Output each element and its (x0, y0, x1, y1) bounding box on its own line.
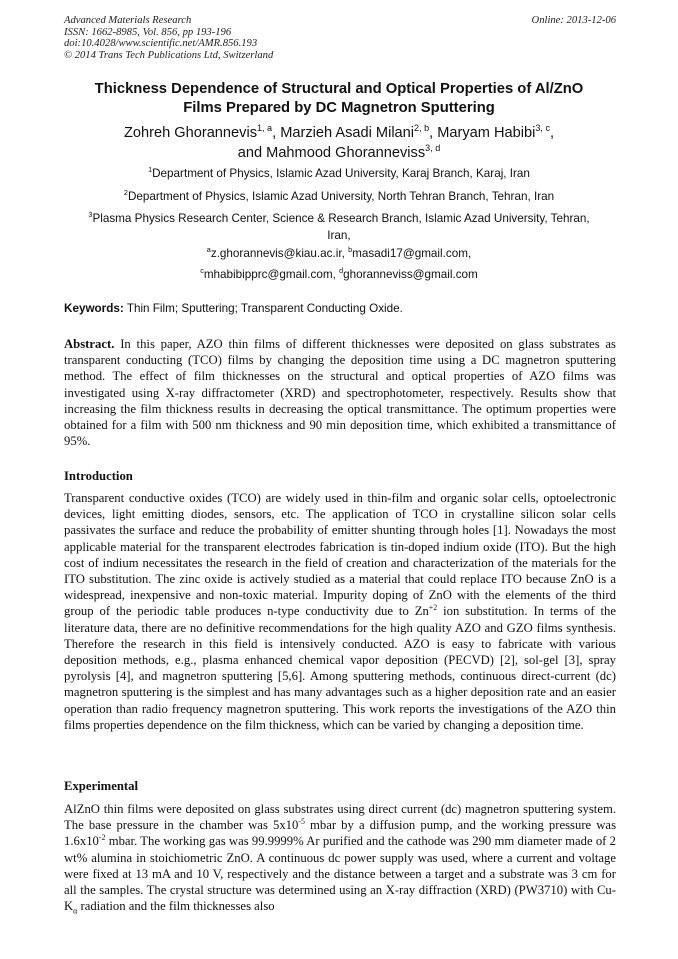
affiliation-3 (88, 210, 590, 244)
email-a-sup: a (206, 245, 211, 255)
exp-text-2: mbar by a diffusion pump, and the working pressure was 1.6x10 (64, 818, 617, 849)
affiliation-2-text: Department of Physics, Islamic Azad University, North Tehran Branch, Tehran, Iran (127, 190, 555, 203)
experimental-body (64, 801, 616, 914)
intro-zn-sup: +2 (428, 603, 438, 613)
issn-line: ISSN: 1662-8985, Vol. 856, pp 193-196 (64, 26, 232, 38)
exp-text-3: mbar. The working gas was 99.9999% Ar purified and the cathode was 290 mm diameter made of 2 wt% alumina in stoichiometric ZnO. A continuous dc power supply was used, where a current and voltage were fixed at 13 mA and 10 V, respectively and the distance between a target and a substrate was 3 cm for all the samples. The crystal structure was determined using an X-ray diffraction (XRD) (PW3710) with Cu-K (64, 834, 616, 914)
author-conjunction: and (237, 145, 263, 161)
experimental-heading: Experimental (64, 779, 139, 793)
title-line-1: Thickness Dependence of Structural and Optical Properties of Al/ZnO (94, 81, 584, 97)
author-list: Zohreh Ghorannevis$^{1, a}$, Marzieh Asadi Milani$^{2, b}$, Maryam Habibi$^{3, c}$, and Mahmood Ghoranneviss$^{3, d}$ (123, 123, 555, 161)
keywords-text: Thin Film; Sputtering; Transparent Conducting Oxide. (126, 302, 403, 315)
journal-name: Advanced Materials Research (64, 15, 192, 26)
journal-header (64, 15, 616, 61)
email-c-sup: c (200, 266, 204, 276)
affiliation-1 (60, 165, 618, 182)
email-d: ghoranneviss@gmail.com (343, 268, 478, 281)
exp-sup-1: -5 (298, 816, 305, 826)
affiliation-3-num: 3 (88, 210, 93, 220)
email-c: mhabibipprc@gmail.com, (203, 268, 336, 281)
exp-sub-alpha: α (73, 906, 78, 916)
title-line-2: Films Prepared by DC Magnetron Sputtering (183, 100, 495, 116)
introduction-heading: Introduction (64, 469, 133, 483)
email-b: masadi17@gmail.com, (352, 247, 472, 260)
author-3-sup: 3, c (535, 123, 550, 134)
author-1-sup: 1, a (257, 123, 273, 134)
copyright-line: © 2014 Trans Tech Publications Ltd, Switzerland (64, 49, 274, 61)
email-d-sup: d (339, 266, 344, 276)
affiliation-1-num: 1 (148, 165, 153, 175)
exp-text-1: AlZnO thin films were deposited on glass substrates using direct current (dc) magnetron sputtering system. The base pressure in the chamber was 5x10 (64, 802, 616, 833)
affiliation-2 (60, 188, 618, 205)
doi-line: doi:10.4028/www.scientific.net/AMR.856.193 (64, 38, 258, 50)
affiliation-1-text: Department of Physics, Islamic Azad University, Karaj Branch, Karaj, Iran (152, 167, 530, 180)
keywords (64, 301, 616, 316)
exp-text-4: radiation and the film thicknesses also (77, 899, 275, 914)
paper-title (60, 80, 618, 118)
email-a: z.ghorannevis@kiau.ac.ir, (210, 247, 345, 260)
intro-text-1: Transparent conductive oxides (TCO) are widely used in thin-film and organic solar cells, optoelectronic devices, light emitting diodes, sensors, etc. The application of TCO in crystalline silicon solar cells passivates the surface and reduce the probability of emitter shunting through holes [1]. Nowadays the most applicable material for the transparent electrodes fabrication is tin-doped indium oxide (ITO). But the high cost of indium necessitates the research in the field of creation and characterization of the materials for the ITO substitution. The zinc oxide is actively studied as a material that could replace ITO because ZnO is a widespread, inexpensive and non-toxic material. Impurity doping of ZnO with the elements of the third group of the periodic table produces n-type conductivity due to Zn (64, 491, 616, 619)
author-2-sup: 2, b (414, 123, 430, 134)
introduction-body (64, 490, 616, 733)
keywords-label: Keywords: (64, 302, 124, 315)
abstract (64, 336, 616, 449)
exp-sup-2: -2 (98, 833, 106, 843)
author-1: Zohreh Ghorannevis (123, 125, 257, 141)
email-b-sup: b (348, 245, 353, 255)
online-date: Online: 2013-12-06 (531, 15, 616, 26)
affiliation-3-text: Plasma Physics Research Center, Science & Research Branch, Islamic Azad University, Tehran, Iran, (92, 212, 590, 242)
affiliation-2-num: 2 (123, 188, 128, 198)
abstract-label: Abstract. (64, 337, 115, 351)
intro-text-2: ion substitution. In terms of the literature data, there are no definitive recommendations for the high quality AZO and GZO films synthesis. Therefore the research in this field is intensively conducted. AZO is easy to fabricate with various deposition methods, e.g., plasma enhanced chemical vapor deposition (PECVD) [2], sol-gel [3], spray pyrolysis [4], and magnetron sputtering [5,6]. Among sputtering methods, continuous direct-current (dc) magnetron sputtering is the simplest and has many advantages such as a higher deposition rate and an easier operation than radio frequency magnetron sputtering. This work reports the investigations of the AZO thin films properties dependence on the film thickness, which can be varied by changing a deposition time. (64, 604, 616, 732)
author-4-sup: 3, d (425, 143, 441, 154)
author-2: Marzieh Asadi Milani (280, 125, 415, 141)
author-3: Maryam Habibi (437, 125, 536, 141)
author-4: Mahmood Ghoranneviss (266, 145, 426, 161)
email-list (60, 243, 618, 285)
abstract-text: In this paper, AZO thin films of different thicknesses were deposited on glass substrates as transparent conducting (TCO) films by changing the deposition time using a DC magnetron sputtering method. The effect of film thicknesses on the structural and optical properties of AZO films was investigated using X-ray diffractometer (XRD) and spectrophotometer, respectively. Results show that increasing the film thickness results in decreasing the optical transmittance. The optimum properties were obtained for a film with 500 nm thickness and 90 min deposition time, which exhibited a transmittance of 95%. (64, 337, 616, 449)
